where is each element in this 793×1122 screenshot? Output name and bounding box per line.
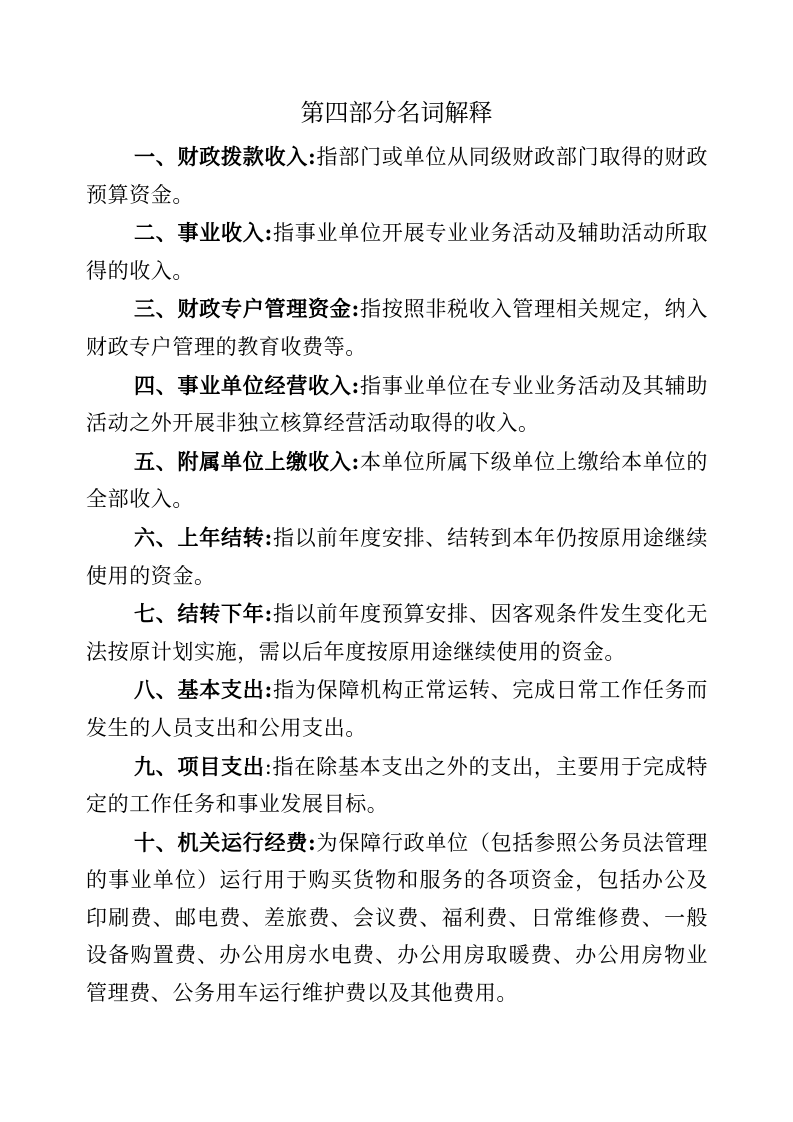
term-label: 九、项目支出 <box>134 753 265 779</box>
definition-item-7 <box>86 595 708 671</box>
term-label: 二、事业收入: <box>134 220 273 246</box>
definition-item-4 <box>86 367 708 443</box>
term-definition: 本单位所属下级单位上缴给本单位的全部收入。 <box>86 449 708 512</box>
definition-list <box>86 138 708 1013</box>
term-definition: 指事业单位在专业业务活动及其辅助活动之外开展非独立核算经营活动取得的收入。 <box>86 373 708 436</box>
term-label: 一、财政拨款收入: <box>134 144 317 169</box>
term-label: 六、上年结转: <box>134 524 273 550</box>
term-label: 八、基本支出: <box>134 677 273 703</box>
definition-item-2 <box>86 214 708 290</box>
term-definition: 指为保障机构正常运转、完成日常工作任务而发生的人员支出和公用支出。 <box>86 678 709 740</box>
definition-item-6 <box>86 519 708 595</box>
term-definition: 指按照非税收入管理相关规定，纳入财政专户管理的教育收费等。 <box>86 297 708 359</box>
term-definition: 为保障行政单位（包括参照公务员法管理的事业单位）运行用于购买货物和服务的各项资金，包括办公及印刷费、邮电费、差旅费、会议费、福利费、日常维修费、一般设备购置费、办公用房水电费、办公用房取暖费、办公用房物业管理费、公务用车运行维护费以及其他费用。 <box>86 830 708 1006</box>
term-label: 十、机关运行经费: <box>134 829 317 855</box>
term-definition: 指以前年度安排、结转到本年仍按原用途继续使用的资金。 <box>86 525 709 588</box>
term-definition: 指事业单位开展专业业务活动及辅助活动所取得的收入。 <box>86 221 709 283</box>
definition-item-5 <box>86 443 708 519</box>
definition-item-8 <box>86 671 708 747</box>
term-label: 四、事业单位经营收入: <box>134 372 360 398</box>
definition-item-9 <box>86 748 708 824</box>
term-label: 五、附属单位上缴收入: <box>134 448 360 474</box>
term-label: 七、结转下年: <box>134 601 273 627</box>
term-label: 三、财政专户管理资金: <box>134 296 360 322</box>
definition-item-3 <box>86 290 708 366</box>
definition-item-1 <box>86 138 708 214</box>
term-definition: 指以前年度预算安排、因客观条件发生变化无法按原计划实施，需以后年度按原用途继续使用的资金。 <box>86 602 709 664</box>
page-title: 第四部分名词解释 <box>300 99 493 127</box>
definition-item-10 <box>86 824 708 1013</box>
term-definition: 指部门或单位从同级财政部门取得的财政预算资金。 <box>86 145 708 207</box>
term-definition: :指在除基本支出之外的支出，主要用于完成特定的工作任务和事业发展目标。 <box>86 754 708 817</box>
